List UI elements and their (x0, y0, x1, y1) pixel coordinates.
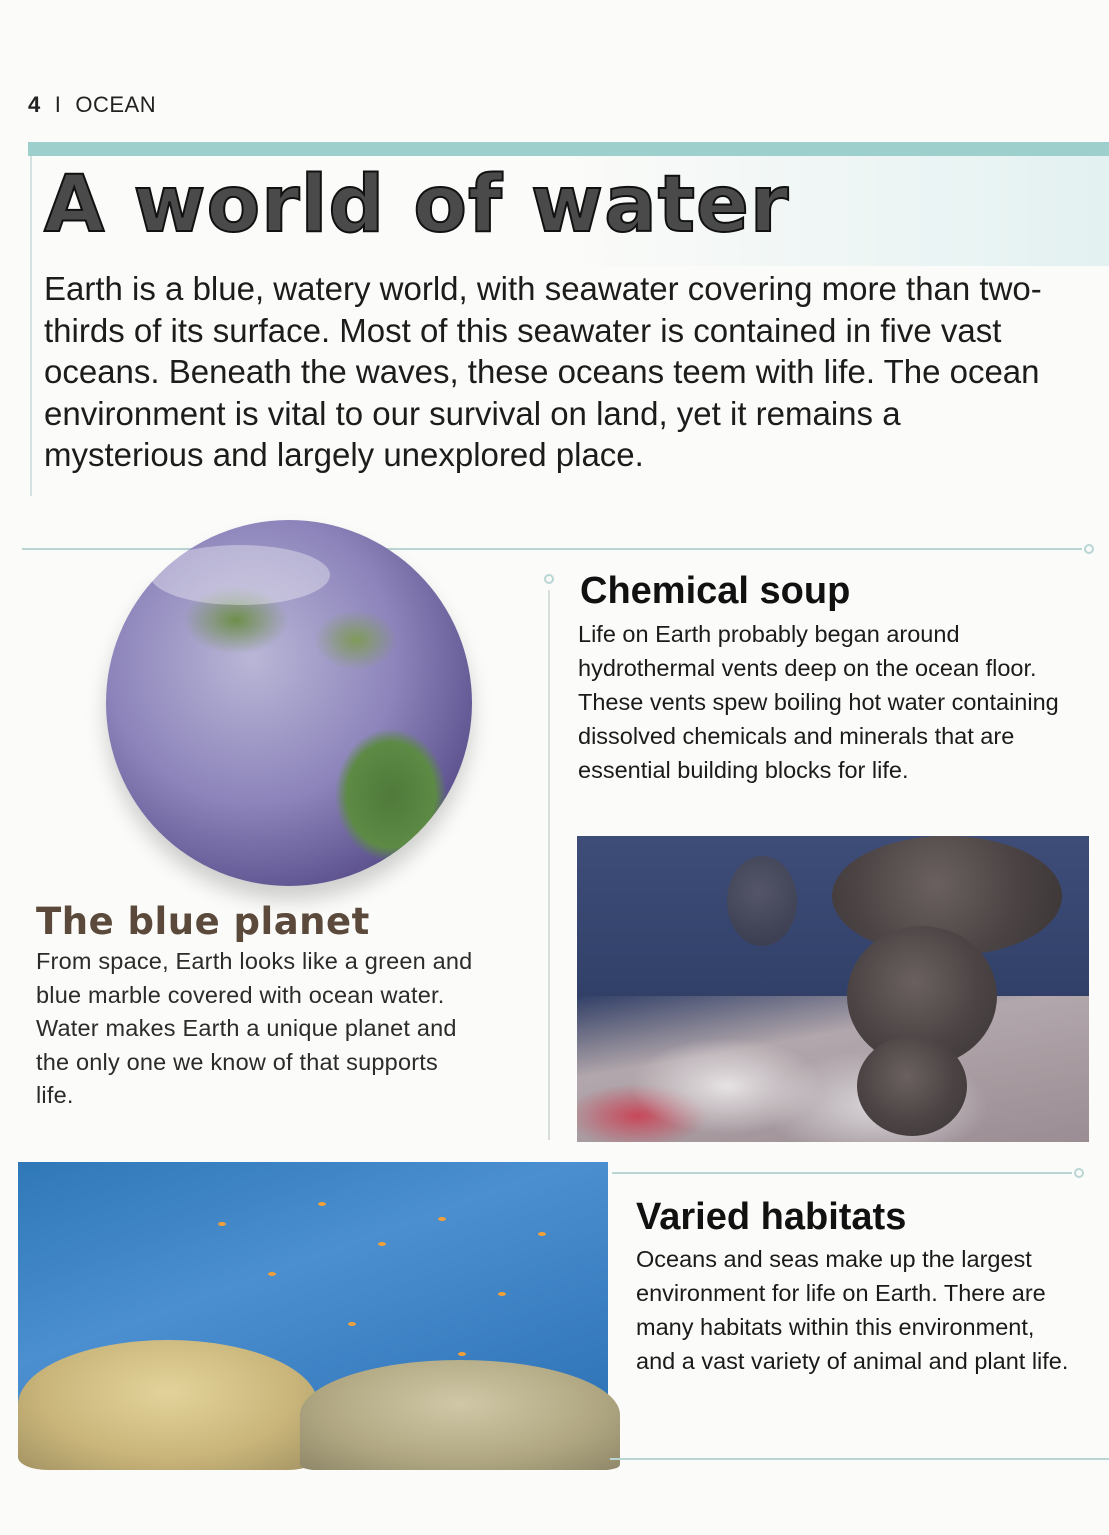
fish (538, 1232, 546, 1236)
fish (498, 1292, 506, 1296)
fish (318, 1202, 326, 1206)
globe-cloud-highlight (150, 545, 330, 605)
title-accent-bar (28, 142, 1109, 156)
page-title: A world of water (44, 160, 790, 250)
fish (348, 1322, 356, 1326)
fish (378, 1242, 386, 1246)
section-divider (22, 548, 1082, 550)
section-name: OCEAN (75, 92, 157, 117)
chemical-soup-text: Life on Earth probably began around hydrothermal vents deep on the ocean floor. These vents spew boiling hot water containing dissolved chemicals and minerals that are essential building blocks for life. (578, 621, 1059, 783)
chemical-soup-heading: Chemical soup (580, 570, 851, 612)
bottom-rule (610, 1458, 1109, 1460)
branching-coral (300, 1360, 620, 1470)
varied-habitats-heading: Varied habitats (636, 1196, 907, 1238)
intro-paragraph: Earth is a blue, watery world, with seawater covering more than two-thirds of its surface. Most of this seawater is contained in five vast oceans. Beneath the waves, these oceans teem with life. The ocean environment is vital to our survival on land, yet it remains a mysterious and largely unexplored place. (44, 270, 1042, 473)
fish (458, 1352, 466, 1356)
title-vertical-rule (30, 156, 32, 496)
divider-end-dot (1074, 1168, 1084, 1178)
column-divider-dot (544, 574, 554, 584)
vent-smoke-plume (857, 1036, 967, 1136)
page-number: 4 (28, 92, 41, 117)
divider-end-dot (1084, 544, 1094, 554)
running-header (28, 92, 156, 118)
fish (218, 1222, 226, 1226)
fish (268, 1272, 276, 1276)
header-separator: I (54, 92, 62, 117)
blue-planet-text: From space, Earth looks like a green and blue marble covered with ocean water. Water makes Earth a unique planet and the only one we know of that supports life. (36, 948, 473, 1109)
section-divider (612, 1172, 1072, 1174)
column-divider (548, 590, 550, 1140)
varied-habitats-text: Oceans and seas make up the largest environment for life on Earth. There are many habitats within this environment, and a vast variety of animal and plant life. (636, 1246, 1069, 1374)
plate-coral (18, 1340, 318, 1470)
vent-smoke-plume (727, 856, 797, 946)
hydrothermal-vent-photo (577, 836, 1089, 1142)
fish (438, 1217, 446, 1221)
blue-planet-heading: The blue planet (36, 900, 370, 943)
vent-seafloor (577, 996, 1089, 1142)
